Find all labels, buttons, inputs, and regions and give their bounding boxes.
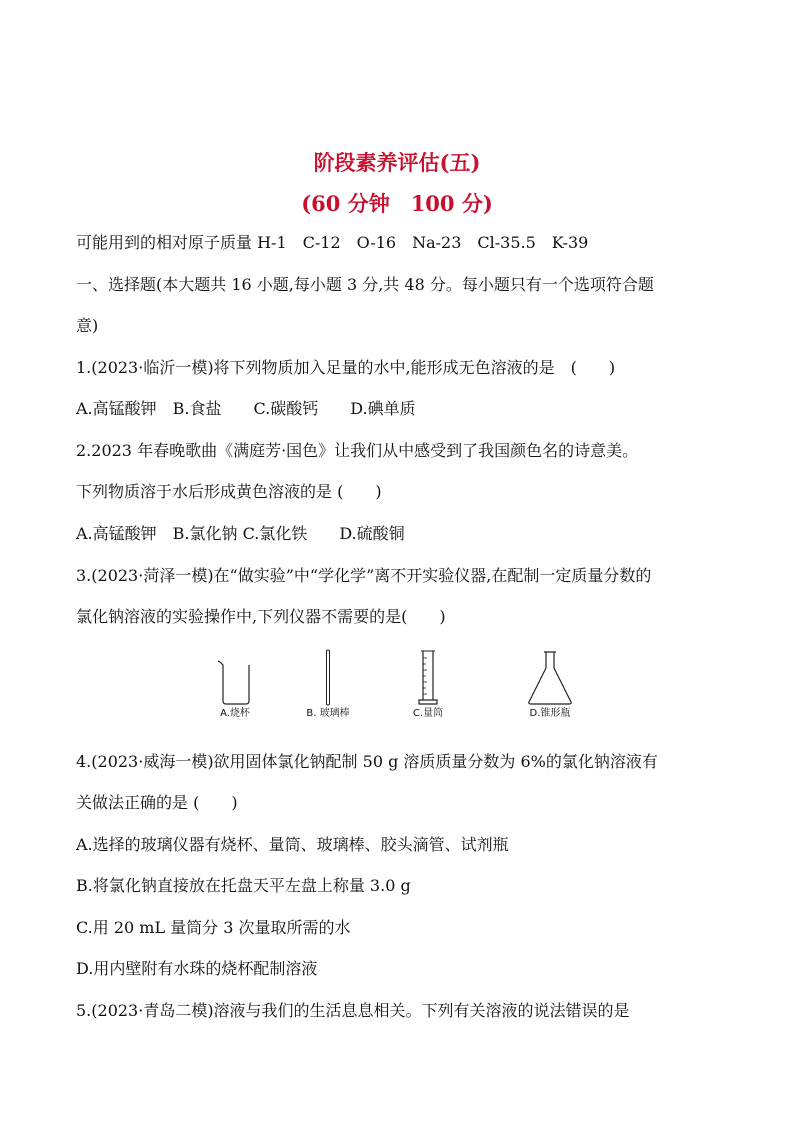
apparatus-graduated-cylinder-label: C.量筒	[412, 708, 444, 719]
section-heading: 一、选择题(本大题共 16 小题,每小题 3 分,共 48 分。每小题只有一个选项符合题	[76, 275, 654, 294]
question-4-stem-cont: 关做法正确的是 ( )	[76, 793, 238, 812]
question-2-stem: 2.2023 年春晚歌曲《满庭芳·国色》让我们从中感受到了我国颜色名的诗意美。	[76, 441, 639, 460]
question-4-option-a: A.选择的玻璃仪器有烧杯、量筒、玻璃棒、胶头滴管、试剂瓶	[76, 835, 509, 854]
apparatus-glass-rod	[293, 648, 363, 728]
apparatus-glass-rod-label: B. 玻璃棒	[306, 708, 350, 719]
question-4-stem: 4.(2023·威海一模)欲用固体氯化钠配制 50 g 溶质质量分数为 6%的氯化钠溶液有	[76, 752, 658, 771]
apparatus-beaker	[205, 648, 265, 728]
question-1-stem: 1.(2023·临沂一模)将下列物质加入足量的水中,能形成无色溶液的是 ( )	[76, 358, 616, 377]
page-title: 阶段素养评估(五)	[313, 150, 481, 175]
question-3-stem: 3.(2023·菏泽一模)在“做实验”中“学化学”离不开实验仪器,在配制一定质量分数的	[76, 566, 652, 585]
question-4-option-d: D.用内壁附有水珠的烧杯配制溶液	[76, 959, 318, 978]
question-1-options: A.高锰酸钾 B.食盐 C.碳酸钙 D.碘单质	[76, 399, 416, 418]
question-2-stem-cont: 下列物质溶于水后形成黄色溶液的是 ( )	[76, 482, 382, 501]
section-heading-cont: 意)	[76, 316, 99, 335]
apparatus-conical-flask	[515, 648, 585, 728]
apparatus-graduated-cylinder	[400, 648, 456, 728]
conical-flask-icon	[525, 648, 575, 706]
apparatus-figure	[205, 648, 595, 728]
question-2-options: A.高锰酸钾 B.氯化钠 C.氯化铁 D.硫酸铜	[76, 524, 405, 543]
question-4-option-c: C.用 20 mL 量筒分 3 次量取所需的水	[76, 918, 351, 937]
beaker-icon	[217, 648, 253, 706]
page-subtitle: (60 分钟 100 分)	[301, 191, 493, 216]
graduated-cylinder-icon	[417, 648, 439, 706]
atomic-masses: 可能用到的相对原子质量 H-1 C-12 O-16 Na-23 Cl-35.5 K-39	[76, 233, 589, 252]
glass-rod-icon	[322, 648, 334, 706]
question-3-stem-cont: 氯化钠溶液的实验操作中,下列仪器不需要的是( )	[76, 607, 446, 626]
apparatus-conical-flask-label: D.锥形瓶	[529, 708, 571, 719]
question-5-stem: 5.(2023·青岛二模)溶液与我们的生活息息相关。下列有关溶液的说法错误的是	[76, 1001, 630, 1020]
apparatus-beaker-label: A.烧杯	[220, 708, 250, 719]
question-4-option-b: B.将氯化钠直接放在托盘天平左盘上称量 3.0 g	[76, 876, 411, 895]
